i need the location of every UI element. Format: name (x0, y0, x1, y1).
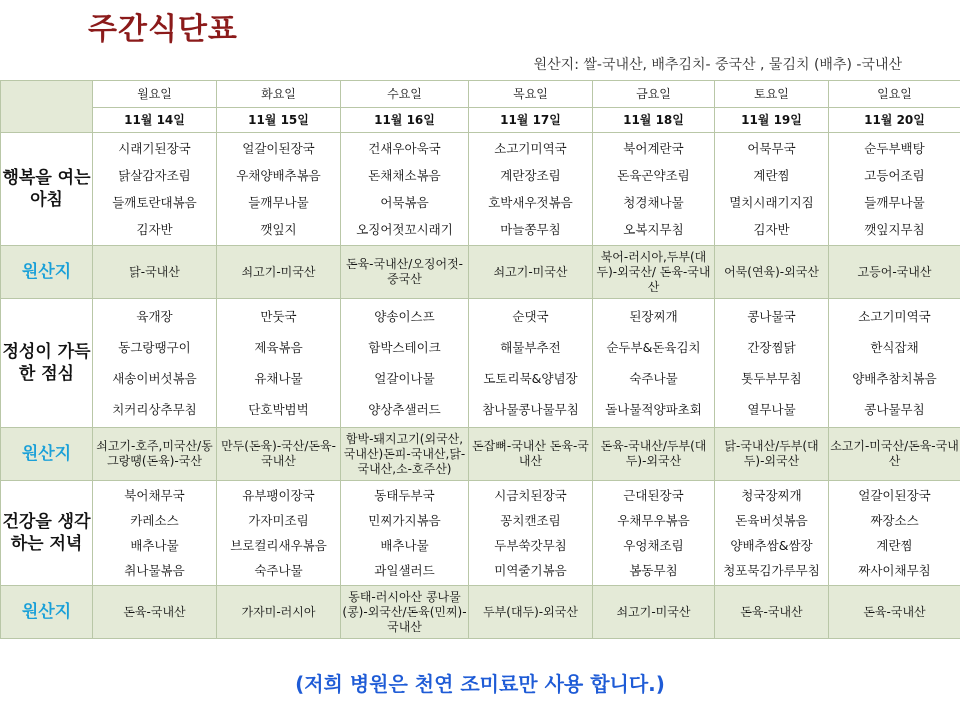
breakfast-menu-cell (93, 133, 217, 246)
menu-item: 어묵볶음 (380, 195, 429, 210)
menu-item: 시금치된장국 (494, 488, 567, 503)
day-name: 수요일 (341, 81, 469, 108)
menu-item: 들깨토란대볶음 (112, 195, 197, 210)
menu-item: 고등어조림 (864, 168, 925, 183)
menu-item: 우엉채조림 (623, 538, 684, 553)
dinner-menu-cell (715, 481, 829, 586)
lunch-origin-cell: 만두(돈육)-국산/돈육-국내산 (217, 428, 341, 481)
lunch-origin-cell: 돈육-국내산/두부(대두)-외국산 (593, 428, 715, 481)
breakfast-label: 행복을 여는 아침 (1, 133, 93, 246)
menu-item: 돈육곤약조림 (617, 168, 690, 183)
menu-item: 새송이버섯볶음 (112, 371, 197, 386)
menu-item: 깻잎지 (260, 222, 297, 237)
day-name: 토요일 (715, 81, 829, 108)
breakfast-menu-cell (829, 133, 960, 246)
menu-item: 숙주나물 (629, 371, 678, 386)
dinner-menu-cell (341, 481, 469, 586)
dinner-origin-row (1, 586, 960, 639)
menu-item: 순두부&돈육김치 (606, 340, 701, 355)
menu-item: 순두부백탕 (864, 141, 925, 156)
breakfast-origin-row (1, 246, 960, 299)
breakfast-origin-cell: 고등어-국내산 (829, 246, 960, 299)
menu-item: 계란찜 (876, 538, 913, 553)
menu-item: 청국장찌개 (741, 488, 802, 503)
menu-item: 소고기미역국 (858, 309, 931, 324)
menu-item: 돈육버섯볶음 (735, 513, 808, 528)
menu-item: 계란찜 (753, 168, 790, 183)
lunch-origin-cell: 닭-국내산/두부(대두)-외국산 (715, 428, 829, 481)
menu-item: 청경채나물 (623, 195, 684, 210)
dinner-origin-cell: 돈육-국내산 (715, 586, 829, 639)
menu-item: 톳두부무침 (741, 371, 802, 386)
menu-item: 북어계란국 (623, 141, 684, 156)
menu-item: 얼갈이나물 (374, 371, 435, 386)
lunch-label: 정성이 가득한 점심 (1, 299, 93, 428)
menu-item: 양송이스프 (374, 309, 435, 324)
menu-item: 시래기된장국 (118, 141, 191, 156)
day-name: 목요일 (469, 81, 593, 108)
menu-item: 김자반 (753, 222, 790, 237)
menu-item: 미역줄기볶음 (494, 563, 567, 578)
breakfast-origin-cell: 북어-러시아,두부(대두)-외국산/ 돈육-국내산 (593, 246, 715, 299)
menu-item: 과일샐러드 (374, 563, 435, 578)
day-date: 11월 15일 (217, 108, 341, 133)
menu-item: 호박새우젓볶음 (488, 195, 573, 210)
menu-item: 멸치시래기지짐 (729, 195, 814, 210)
dinner-origin-cell: 동태-러시아산 콩나물(콩)-외국산/돈육(민찌)-국내산 (341, 586, 469, 639)
weekly-menu-table (0, 80, 960, 639)
menu-item: 양배추쌈&쌈장 (730, 538, 813, 553)
menu-item: 우채무우볶음 (617, 513, 690, 528)
menu-item: 육개장 (136, 309, 173, 324)
menu-item: 짜장소스 (870, 513, 919, 528)
menu-item: 단호박범벅 (248, 402, 309, 417)
lunch-menu-cell (217, 299, 341, 428)
menu-item: 얼갈이된장국 (242, 141, 315, 156)
dinner-origin-cell: 쇠고기-미국산 (593, 586, 715, 639)
menu-item: 된장찌개 (629, 309, 678, 324)
menu-item: 봄동무침 (629, 563, 678, 578)
date-header-row (1, 108, 960, 133)
menu-item: 배추나물 (380, 538, 429, 553)
dinner-origin-cell: 돈육-국내산 (829, 586, 960, 639)
day-date: 11월 19일 (715, 108, 829, 133)
menu-item: 배추나물 (130, 538, 179, 553)
menu-item: 열무나물 (747, 402, 796, 417)
menu-item: 두부쑥갓무침 (494, 538, 567, 553)
menu-item: 소고기미역국 (494, 141, 567, 156)
menu-item: 꽁치캔조림 (500, 513, 561, 528)
day-name: 월요일 (93, 81, 217, 108)
menu-item: 깻잎지무침 (864, 222, 925, 237)
lunch-menu-cell (715, 299, 829, 428)
menu-item: 양배추참치볶음 (852, 371, 937, 386)
menu-item: 어묵무국 (747, 141, 796, 156)
corner-cell (1, 81, 93, 133)
menu-item: 숙주나물 (254, 563, 303, 578)
menu-item: 양상추샐러드 (368, 402, 441, 417)
menu-item: 동태두부국 (374, 488, 435, 503)
lunch-origin-cell: 소고기-미국산/돈육-국내산 (829, 428, 960, 481)
menu-item: 북어채무국 (124, 488, 185, 503)
menu-item: 돌나물적양파초회 (605, 402, 702, 417)
footer-note: (저희 병원은 천연 조미료만 사용 합니다.) (295, 672, 665, 696)
dinner-menu-cell (829, 481, 960, 586)
menu-item: 돈채채소볶음 (368, 168, 441, 183)
menu-item: 건새우아욱국 (368, 141, 441, 156)
dinner-menu-cell (593, 481, 715, 586)
menu-item: 콩나물국 (747, 309, 796, 324)
lunch-origin-cell: 쇠고기-호주,미국산/동그랑땡(돈육)-국산 (93, 428, 217, 481)
dinner-label: 건강을 생각하는 저녁 (1, 481, 93, 586)
dinner-row (1, 481, 960, 586)
lunch-origin-cell: 함박-돼지고기(외국산,국내산)돈피-국내산,닭-국내산,소-호주산) (341, 428, 469, 481)
day-name: 일요일 (829, 81, 960, 108)
menu-item: 들깨무나물 (248, 195, 309, 210)
menu-item: 유부팽이장국 (242, 488, 315, 503)
menu-item: 근대된장국 (623, 488, 684, 503)
menu-item: 콩나물무침 (864, 402, 925, 417)
origin-note: 원산지: 쌀-국내산, 배추김치- 중국산 , 물김치 (배추) -국내산 (533, 57, 902, 73)
day-name: 화요일 (217, 81, 341, 108)
breakfast-row (1, 133, 960, 246)
breakfast-origin-cell: 쇠고기-미국산 (469, 246, 593, 299)
menu-item: 김자반 (136, 222, 173, 237)
menu-item: 한식잡채 (870, 340, 919, 355)
lunch-row (1, 299, 960, 428)
menu-item: 오징어젓꼬시래기 (356, 222, 453, 237)
menu-item: 해물부추전 (500, 340, 561, 355)
menu-item: 닭살감자조림 (118, 168, 191, 183)
day-date: 11월 14일 (93, 108, 217, 133)
breakfast-origin-cell: 돈육-국내산/오징어젓-중국산 (341, 246, 469, 299)
origin-label: 원산지 (1, 586, 93, 639)
lunch-origin-row (1, 428, 960, 481)
menu-item: 취나물볶음 (124, 563, 185, 578)
menu-item: 가자미조림 (248, 513, 309, 528)
day-date: 11월 16일 (341, 108, 469, 133)
menu-item: 카레소스 (130, 513, 179, 528)
dinner-menu-cell (469, 481, 593, 586)
breakfast-menu-cell (469, 133, 593, 246)
menu-item: 만둣국 (260, 309, 297, 324)
dinner-origin-cell: 가자미-러시아 (217, 586, 341, 639)
breakfast-menu-cell (715, 133, 829, 246)
menu-item: 함박스테이크 (368, 340, 441, 355)
menu-item: 청포묵김가루무침 (723, 563, 820, 578)
breakfast-origin-cell: 어묵(연육)-외국산 (715, 246, 829, 299)
breakfast-menu-cell (593, 133, 715, 246)
menu-item: 얼갈이된장국 (858, 488, 931, 503)
dinner-menu-cell (93, 481, 217, 586)
menu-item: 치커리상추무침 (112, 402, 197, 417)
menu-item: 들깨무나물 (864, 195, 925, 210)
menu-item: 간장찜닭 (747, 340, 796, 355)
menu-item: 계란장조림 (500, 168, 561, 183)
menu-item: 민찌가지볶음 (368, 513, 441, 528)
origin-label: 원산지 (1, 428, 93, 481)
lunch-menu-cell (829, 299, 960, 428)
lunch-menu-cell (341, 299, 469, 428)
menu-item: 짜사이채무침 (858, 563, 931, 578)
day-date: 11월 18일 (593, 108, 715, 133)
day-date: 11월 17일 (469, 108, 593, 133)
menu-item: 오복지무침 (623, 222, 684, 237)
day-date: 11월 20일 (829, 108, 960, 133)
menu-item: 유채나물 (254, 371, 303, 386)
menu-item: 참나물콩나물무침 (482, 402, 579, 417)
dinner-menu-cell (217, 481, 341, 586)
menu-item: 도토리묵&양념장 (483, 371, 578, 386)
menu-item: 우채양배추볶음 (236, 168, 321, 183)
day-name: 금요일 (593, 81, 715, 108)
menu-item: 마늘쫑무침 (500, 222, 561, 237)
lunch-origin-cell: 돈잡뼈-국내산 돈육-국내산 (469, 428, 593, 481)
menu-item: 제육볶음 (254, 340, 303, 355)
page-title: 주간식단표 (88, 12, 238, 47)
menu-item: 브로컬리새우볶음 (230, 538, 327, 553)
dinner-origin-cell: 돈육-국내산 (93, 586, 217, 639)
menu-item: 동그랑땡구이 (118, 340, 191, 355)
lunch-menu-cell (93, 299, 217, 428)
lunch-menu-cell (469, 299, 593, 428)
dinner-origin-cell: 두부(대두)-외국산 (469, 586, 593, 639)
lunch-menu-cell (593, 299, 715, 428)
breakfast-menu-cell (341, 133, 469, 246)
breakfast-origin-cell: 쇠고기-미국산 (217, 246, 341, 299)
day-header-row (1, 81, 960, 108)
menu-item: 순댓국 (512, 309, 549, 324)
origin-label: 원산지 (1, 246, 93, 299)
breakfast-origin-cell: 닭-국내산 (93, 246, 217, 299)
breakfast-menu-cell (217, 133, 341, 246)
